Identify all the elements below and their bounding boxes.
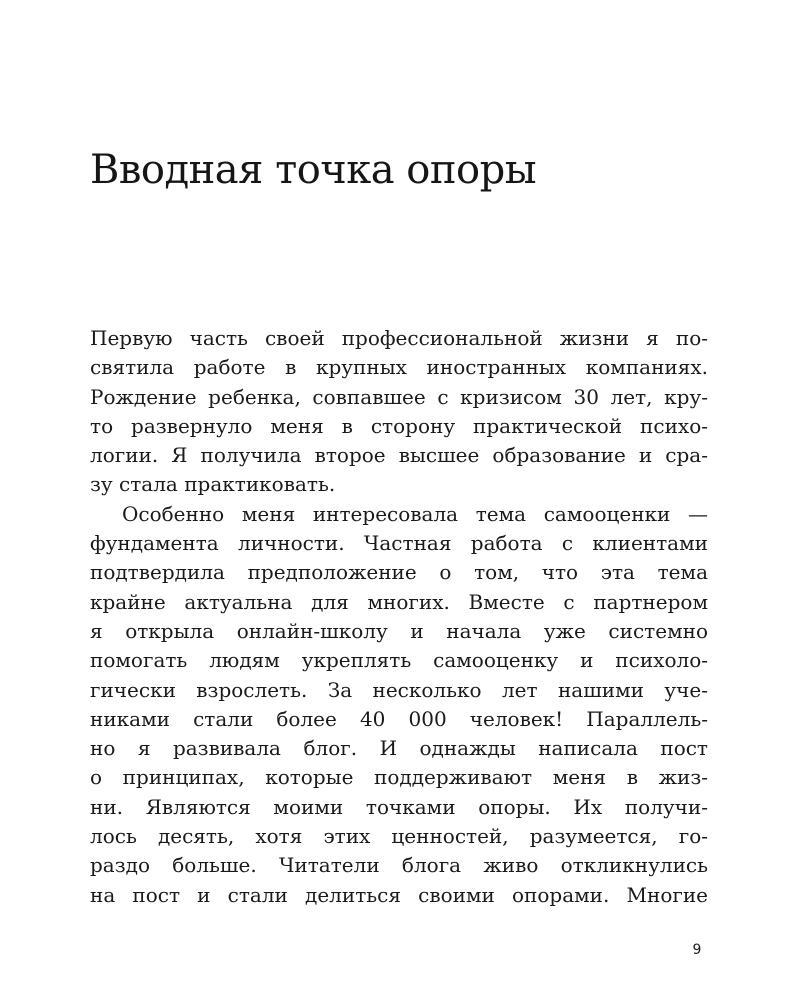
body-text	[90, 324, 708, 910]
paragraph-2-line-14: на пост и стали делиться своими опорами. Многие	[90, 882, 708, 907]
paragraph-2-line-8: никами стали более 40 000 человек! Параллель-	[90, 706, 708, 731]
paragraph-2-line-11: ни. Являются моими точками опоры. Их получи-	[90, 794, 708, 819]
paragraph-2-line-1: Особенно меня интересовала тема самооценки —	[122, 501, 708, 526]
paragraph-2-line-10: о принципах, которые поддерживают меня в жиз-	[90, 765, 708, 790]
paragraph-2-line-7: гически взрослеть. За несколько лет нашими уче-	[90, 677, 708, 702]
paragraph-2-line-3: подтвердила предположение о том, что эта тема	[90, 560, 708, 585]
paragraph-1-line-1: Первую часть своей профессиональной жизни я по-	[90, 326, 708, 350]
paragraph-2-line-13: раздо больше. Читатели блога живо откликнулись	[90, 853, 708, 878]
paragraph-1-line-4: то развернуло меня в сторону практической психо-	[90, 413, 708, 438]
paragraph-1-line-2: святила работе в крупных иностранных компаниях.	[90, 355, 708, 380]
paragraph-2-line-12: лось десять, хотя этих ценностей, разумеется, го-	[90, 824, 708, 849]
paragraph-2-line-9: но я развивала блог. И однажды написала пост	[90, 736, 708, 761]
paragraph-2-line-2: фундамента личности. Частная работа с клиентами	[90, 531, 708, 556]
paragraph-2-line-4: крайне актуальна для многих. Вместе с партнером	[90, 589, 708, 614]
paragraph-1-line-3: Рождение ребенка, совпавшее с кризисом 30 лет, кру-	[90, 384, 708, 409]
paragraph-1-line-6: зу стала практиковать.	[90, 472, 336, 497]
paragraph-2-line-5: я открыла онлайн-школу и начала уже системно	[90, 618, 708, 643]
page-number: 9	[692, 942, 702, 958]
paragraph-1-line-5: логии. Я получила второе высшее образование и сра-	[90, 443, 708, 468]
paragraph-2-line-6: помогать людям укреплять самооценку и психоло-	[90, 648, 708, 673]
chapter-title: Вводная точка опоры	[90, 147, 537, 193]
